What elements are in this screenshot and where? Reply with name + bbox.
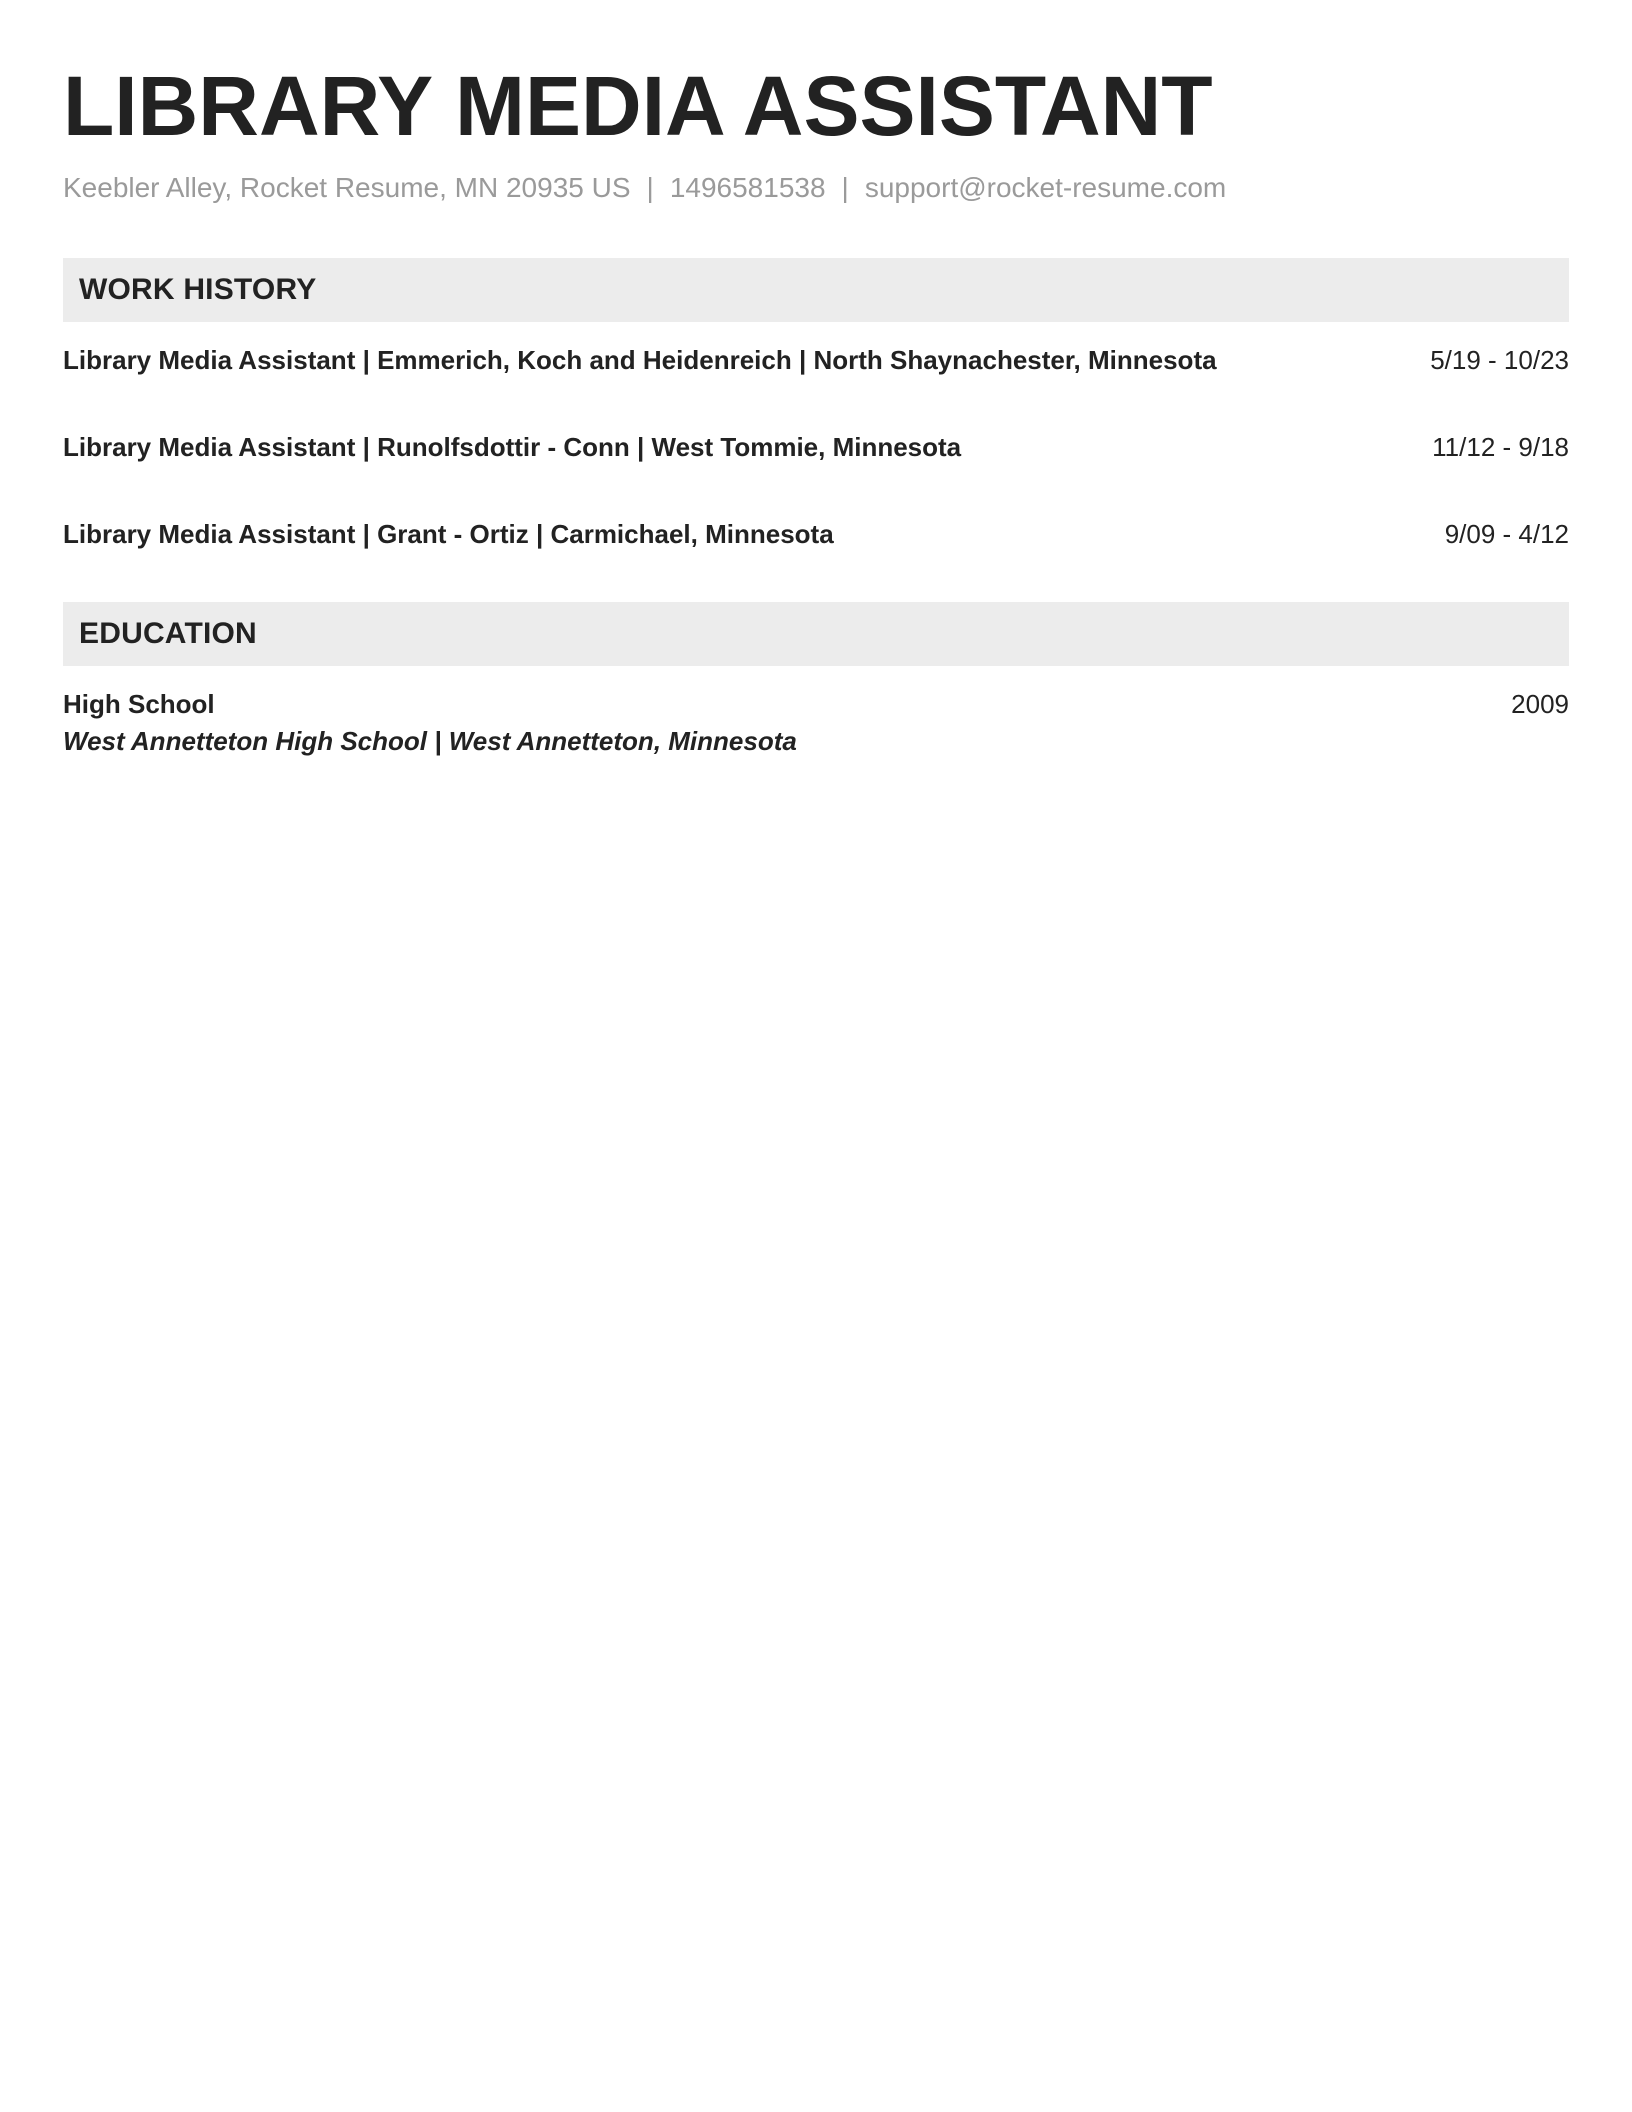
job-dates: 11/12 - 9/18	[1432, 432, 1569, 462]
job-dates: 5/19 - 10/23	[1430, 345, 1569, 375]
contact-separator: |	[841, 172, 849, 203]
education-header	[63, 602, 1569, 666]
job-heading: Library Media Assistant | Runolfsdottir - Conn | West Tommie, Minnesota	[63, 432, 962, 462]
work-history-list	[63, 342, 1569, 552]
graduation-year: 2009	[1511, 689, 1569, 719]
section-title: WORK HISTORY	[79, 273, 317, 306]
job-entry	[63, 516, 1569, 552]
contact-phone: 1496581538	[669, 172, 826, 203]
education-entry	[63, 686, 1569, 760]
work-history-header	[63, 258, 1569, 322]
degree: High School	[63, 689, 215, 719]
contact-email[interactable]: support@rocket-resume.com	[864, 172, 1227, 203]
job-entry	[63, 429, 1569, 465]
job-heading: Library Media Assistant | Emmerich, Koch and Heidenreich | North Shaynachester, Minnesota	[63, 345, 1217, 375]
education-row	[63, 686, 1569, 722]
contact-line	[63, 170, 1569, 206]
candidate-name: LIBRARY MEDIA ASSISTANT	[63, 59, 1213, 153]
contact-address: Keebler Alley, Rocket Resume, MN 20935 US	[63, 172, 631, 203]
job-heading: Library Media Assistant | Grant - Ortiz | Carmichael, Minnesota	[63, 519, 834, 549]
school-name: West Annetteton High School | West Annetteton, Minnesota	[63, 726, 797, 756]
section-title: EDUCATION	[79, 617, 257, 650]
contact-separator: |	[646, 172, 654, 203]
job-dates: 9/09 - 4/12	[1444, 519, 1569, 549]
job-entry	[63, 342, 1569, 378]
